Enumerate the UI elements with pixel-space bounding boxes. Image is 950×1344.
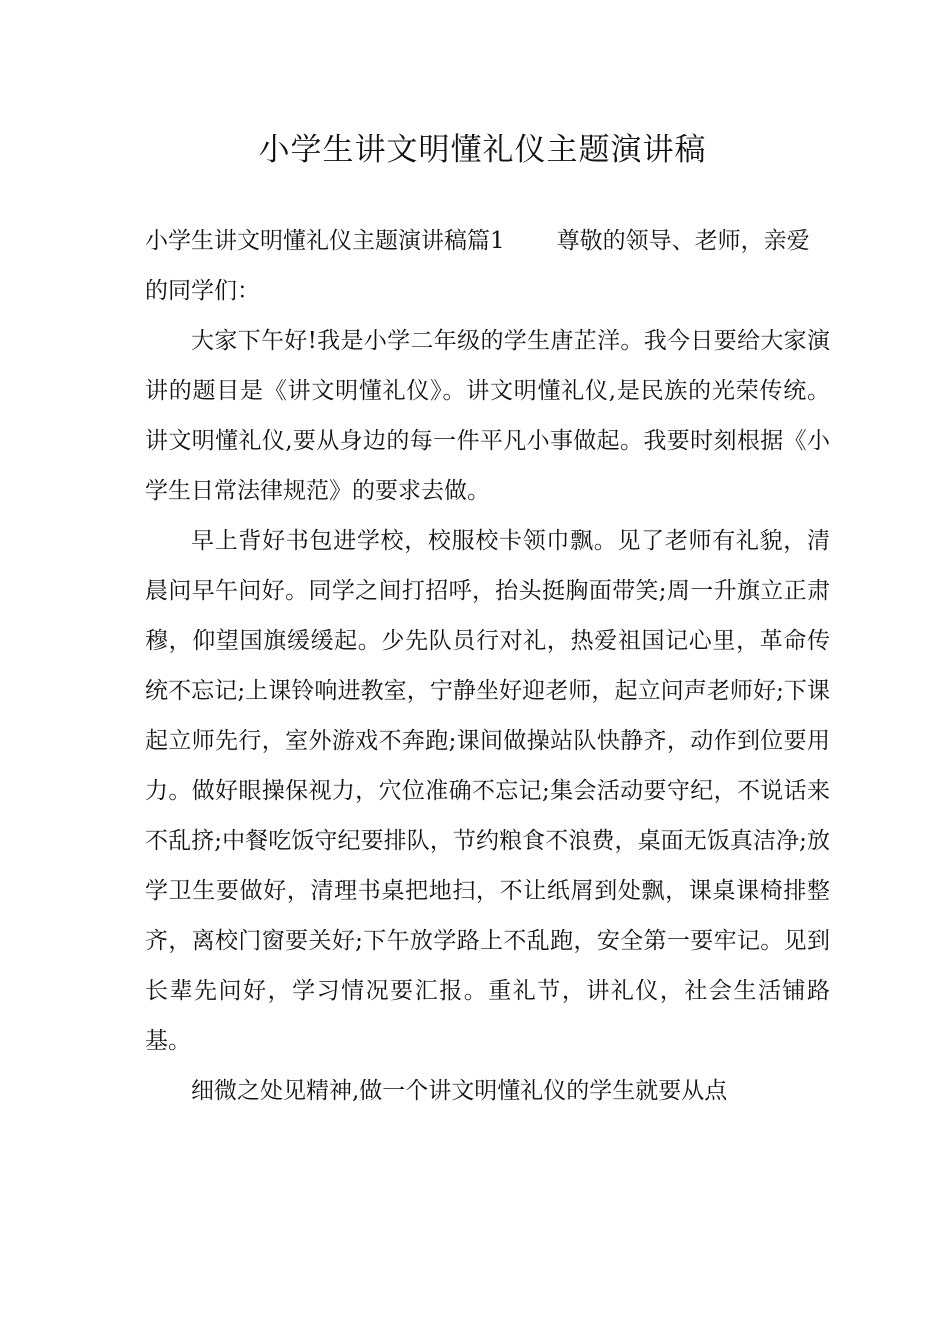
intro-heading: 小学生讲文明懂礼仪主题演讲稿篇1: [145, 228, 505, 254]
paragraph-1: 大家下午好!我是小学二年级的学生唐芷洋。我今日要给大家演讲的题目是《讲文明懂礼仪》。讲文明懂礼仪,是民族的光荣传统。讲文明懂礼仪,要从身边的每一件平凡小事做起。我要时刻根据《小学生日常法律规范》的要求去做。: [145, 328, 830, 504]
document-title: 小学生讲文明懂礼仪主题演讲稿: [258, 132, 707, 168]
paragraph-2: 早上背好书包进学校，校服校卡领巾飘。见了老师有礼貌，清晨问早午问好。同学之间打招呼，抬头挺胸面带笑;周一升旗立正肃穆，仰望国旗缓缓起。少先队员行对礼，热爱祖国记心里，革命传统不忘记;上课铃响进教室，宁静坐好迎老师，起立问声老师好;下课起立师先行，室外游戏不奔跑;课间做操站队快静齐，动作到位要用力。做好眼操保视力，穴位准确不忘记;集会活动要守纪，不说话来不乱挤;中餐吃饭守纪要排队，节约粮食不浪费，桌面无饭真洁净;放学卫生要做好，清理书桌把地扫，不让纸屑到处飘，课桌课椅排整齐，离校门窗要关好;下午放学路上不乱跑，安全第一要牢记。见到长辈先问好，学习情况要汇报。重礼节，讲礼仪，社会生活铺路基。: [145, 528, 830, 1054]
intro-line: [145, 216, 830, 316]
paragraph-3: 细微之处见精神,做一个讲文明懂礼仪的学生就要从点: [191, 1078, 728, 1104]
intro-greeting: 尊敬的领导、老师，亲爱的同学们：: [145, 228, 810, 304]
